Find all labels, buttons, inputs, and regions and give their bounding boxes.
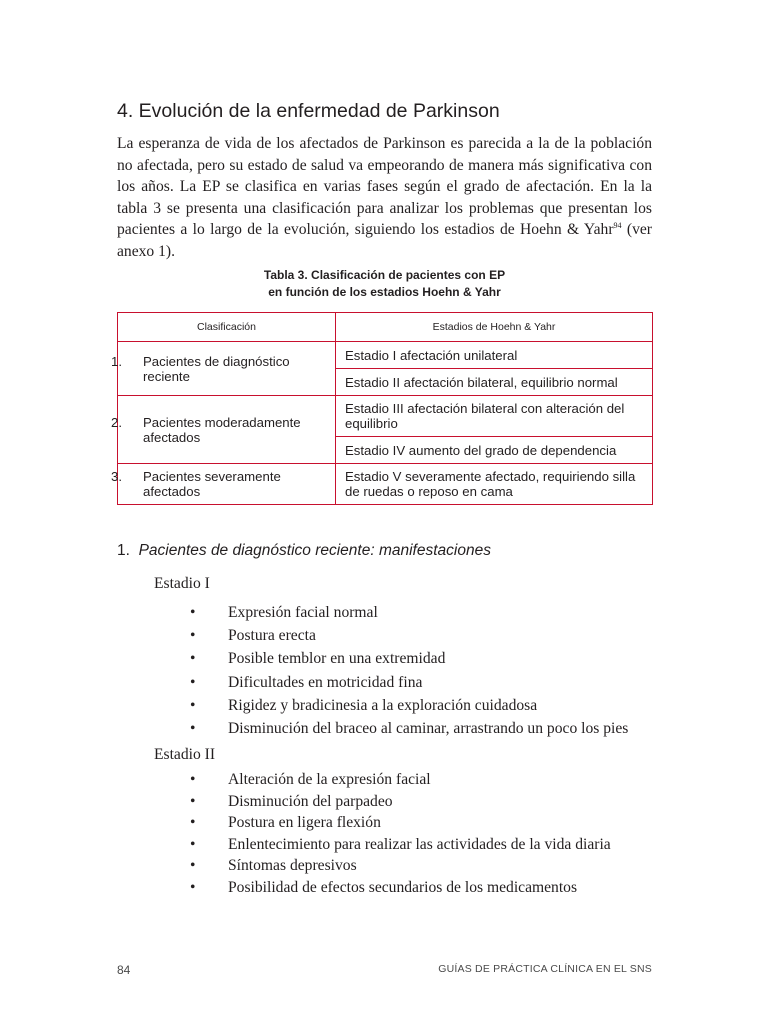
caption-text-1: Clasificación de pacientes con EP (307, 268, 506, 282)
list-item (190, 834, 611, 856)
bullet-icon: • (190, 696, 196, 714)
subsection-number: 1. (117, 542, 130, 559)
classification-label: Pacientes moderadamente afectados (143, 414, 301, 445)
table-row (118, 342, 653, 369)
classification-label: Pacientes de diagnóstico reciente (143, 353, 290, 384)
list-item (190, 791, 611, 813)
page-number: 84 (117, 963, 131, 977)
list-item (190, 647, 628, 670)
running-title: GUÍAS DE PRÁCTICA CLÍNICA EN EL SNS (438, 963, 652, 975)
bullet-icon: • (190, 673, 196, 691)
list-item (190, 769, 611, 791)
list-item-text: Disminución del braceo al caminar, arrastrando un poco los pies (228, 719, 629, 737)
list-item-text: Disminución del parpadeo (228, 792, 393, 810)
header-classification: Clasificación (118, 313, 336, 342)
classification-table (111, 312, 653, 505)
subsection-heading: Pacientes de diagnóstico reciente: manifestaciones (138, 542, 491, 559)
bullet-icon: • (190, 857, 196, 874)
list-item-text: Dificultades en motricidad fina (228, 673, 423, 691)
stage-1-label: Estadio I (154, 575, 210, 592)
list-item (190, 671, 628, 694)
list-item (190, 694, 628, 717)
bullet-icon: • (190, 719, 196, 737)
intro-paragraph (117, 133, 652, 262)
subsection-title (117, 542, 491, 560)
list-item (190, 601, 628, 624)
stage-cell: Estadio III afectación bilateral con alteración del equilibrio (336, 396, 653, 437)
caption-line-2: en función de los estadios Hoehn & Yahr (268, 285, 501, 299)
bullet-icon: • (190, 792, 196, 810)
list-item (190, 855, 611, 877)
list-item (190, 812, 611, 834)
list-item-text: Alteración de la expresión facial (228, 771, 431, 788)
list-item (190, 624, 628, 647)
row-number: 1. (111, 353, 122, 369)
stage-cell: Estadio V severamente afectado, requiriendo silla de ruedas o reposo en cama (336, 464, 653, 505)
list-item-text: Posibilidad de efectos secundarios de los medicamentos (228, 878, 578, 896)
row-number: 2. (111, 414, 122, 430)
classification-label: Pacientes severamente afectados (143, 469, 281, 499)
stage-cell: Estadio IV aumento del grado de dependencia (336, 437, 653, 464)
caption-line-1 (117, 267, 652, 284)
table-row (118, 464, 653, 505)
bullet-icon: • (190, 835, 196, 853)
list-item-text: Enlentecimiento para realizar las actividades de la vida diaria (228, 835, 611, 853)
list-item-text: Expresión facial normal (228, 604, 378, 621)
classification-cell (111, 464, 336, 505)
bullet-icon: • (190, 878, 196, 896)
reference-superscript: 94 (613, 221, 622, 230)
table-row (118, 396, 653, 437)
list-item (190, 877, 611, 899)
intro-text: La esperanza de vida de los afectados de Parkinson es parecida a la de la población no afectada, pero su estado de salud va empeorando de manera más significativa con los años. La EP se clasifica en varias fases según el grado de afectación. En la la tabla 3 se presenta una clasificación para analizar los problemas que presentan los pacientes a lo largo de la evolución, siguiendo los estadios de Hoehn & Yahr (117, 135, 652, 238)
stage-2-list (190, 769, 611, 898)
list-item (190, 717, 628, 740)
list-item-text: Rigidez y bradicinesia a la exploración cuidadosa (228, 696, 538, 714)
bullet-icon: • (190, 604, 196, 621)
caption-label: Tabla 3. (263, 268, 308, 282)
stage-cell: Estadio II afectación bilateral, equilibrio normal (336, 369, 653, 396)
bullet-icon: • (190, 814, 196, 831)
section-title: 4. Evolución de la enfermedad de Parkinson (117, 100, 500, 122)
stage-2-label: Estadio II (154, 746, 216, 763)
bullet-icon: • (190, 771, 196, 788)
stage-1-list (190, 601, 628, 740)
stage-cell: Estadio I afectación unilateral (336, 342, 653, 369)
bullet-icon: • (190, 650, 196, 668)
intro-text-end: (ver anexo 1). (117, 221, 652, 260)
header-stages: Estadios de Hoehn & Yahr (336, 313, 653, 342)
classification-cell (111, 396, 336, 464)
list-item-text: Postura erecta (228, 627, 316, 645)
list-item-text: Síntomas depresivos (228, 857, 357, 874)
table-caption (117, 267, 652, 301)
row-number: 3. (111, 469, 122, 484)
table-header-row (118, 313, 653, 342)
bullet-icon: • (190, 627, 196, 645)
classification-cell (111, 342, 336, 396)
list-item-text: Postura en ligera flexión (228, 814, 381, 831)
list-item-text: Posible temblor en una extremidad (228, 650, 446, 668)
